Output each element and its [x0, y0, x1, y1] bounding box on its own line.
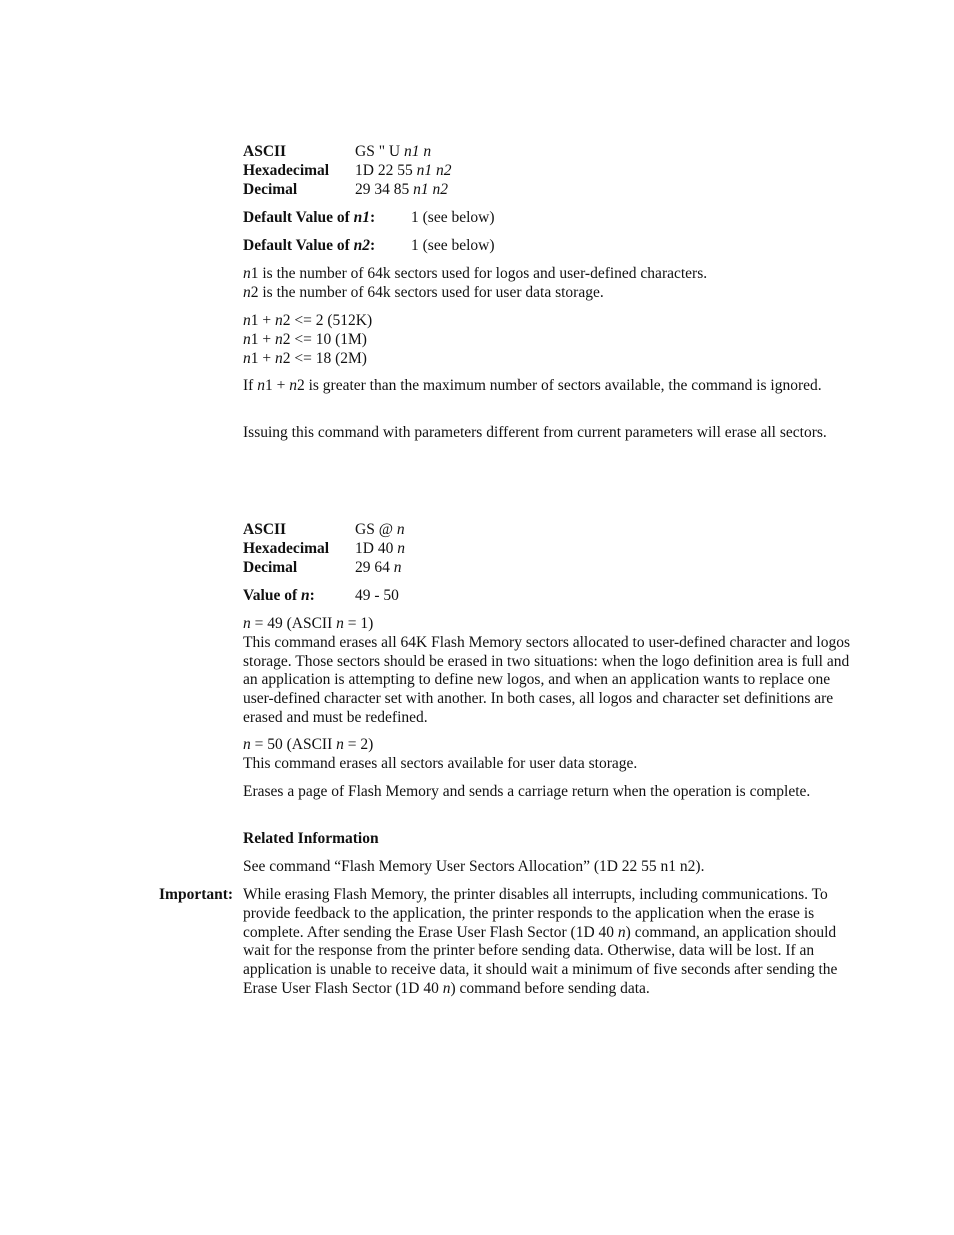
code-label: ASCII — [243, 521, 287, 538]
param-value: 1 (see below) — [411, 237, 495, 254]
code-label: Hexadecimal — [243, 539, 330, 557]
code-label: Decimal — [243, 558, 298, 576]
related-info-text: See command “Flash Memory User Sectors Allocation” (1D 22 55 n1 n2). — [243, 858, 705, 875]
desc-n1: n1 is the number of 64k sectors used for logos and user-defined characters. — [243, 265, 708, 282]
related-info-heading: Related Information — [243, 830, 379, 847]
erase-warning-paragraph: Issuing this command with parameters different from current parameters will erase all sectors. — [243, 424, 827, 441]
code-value: GS @ n — [355, 521, 405, 538]
command-codes-table — [243, 521, 855, 577]
command-codes-table — [243, 143, 855, 199]
n49-text: This command erases all 64K Flash Memory sectors allocated to user-defined character and logos storage. Those sectors should be erased in two situations: when the logo definition area is full and an application is attempting to define new logos, and when an application wants to replace one user-defined character set with another. In both cases, all logos and character set definitions are erased and must be redefined. — [243, 633, 851, 726]
n50-heading: n = 50 (ASCII n = 2) — [243, 736, 374, 753]
n49-heading: n = 49 (ASCII n = 1) — [243, 615, 374, 632]
code-value: 1D 40 n — [355, 539, 405, 557]
n50-description — [243, 736, 855, 774]
param-value: 49 - 50 — [355, 587, 399, 604]
important-text: While erasing Flash Memory, the printer disables all interrupts, including communications. To provide feedback to the application, the printer responds to the application when the erase is complete. After sending the Erase User Flash Sector (1D 40 n) command, an application should wait for the response from the printer before sending data. Otherwise, data will be lost. If an application is unable to receive data, it should wait a minimum of five seconds after sending the Erase User Flash Sector (1D 40 n) command before sending data. — [243, 886, 838, 997]
n49-description — [243, 615, 855, 728]
default-n2-row — [243, 237, 855, 256]
limit-line: n1 + n2 <= 2 (512K) — [243, 312, 373, 329]
param-label: Value of n: — [243, 587, 315, 604]
parameter-descriptions — [243, 265, 855, 303]
code-label: Hexadecimal — [243, 161, 330, 179]
code-value: 29 34 85 n1 n2 — [355, 180, 448, 198]
important-note — [159, 886, 859, 999]
limit-line: n1 + n2 <= 18 (2M) — [243, 349, 367, 367]
code-value: GS " U n1 n — [355, 143, 432, 160]
summary-paragraph: Erases a page of Flash Memory and sends a carriage return when the operation is complete. — [243, 783, 811, 800]
n50-text: This command erases all sectors available for user data storage. — [243, 754, 638, 772]
sector-limits — [243, 312, 855, 368]
code-value: 29 64 n — [355, 558, 402, 576]
value-of-n-row — [243, 587, 855, 606]
ignore-paragraph: If n1 + n2 is greater than the maximum number of sectors available, the command is ignored. — [243, 377, 822, 394]
param-label: Default Value of n2: — [243, 237, 376, 254]
limit-line: n1 + n2 <= 10 (1M) — [243, 330, 367, 348]
code-label: Decimal — [243, 180, 298, 198]
param-value: 1 (see below) — [411, 209, 495, 226]
param-label: Default Value of n1: — [243, 209, 376, 226]
important-label: Important: — [159, 886, 234, 903]
desc-n2: n2 is the number of 64k sectors used for user data storage. — [243, 283, 604, 301]
code-value: 1D 22 55 n1 n2 — [355, 161, 452, 179]
code-label: ASCII — [243, 143, 287, 160]
default-n1-row — [243, 209, 855, 228]
